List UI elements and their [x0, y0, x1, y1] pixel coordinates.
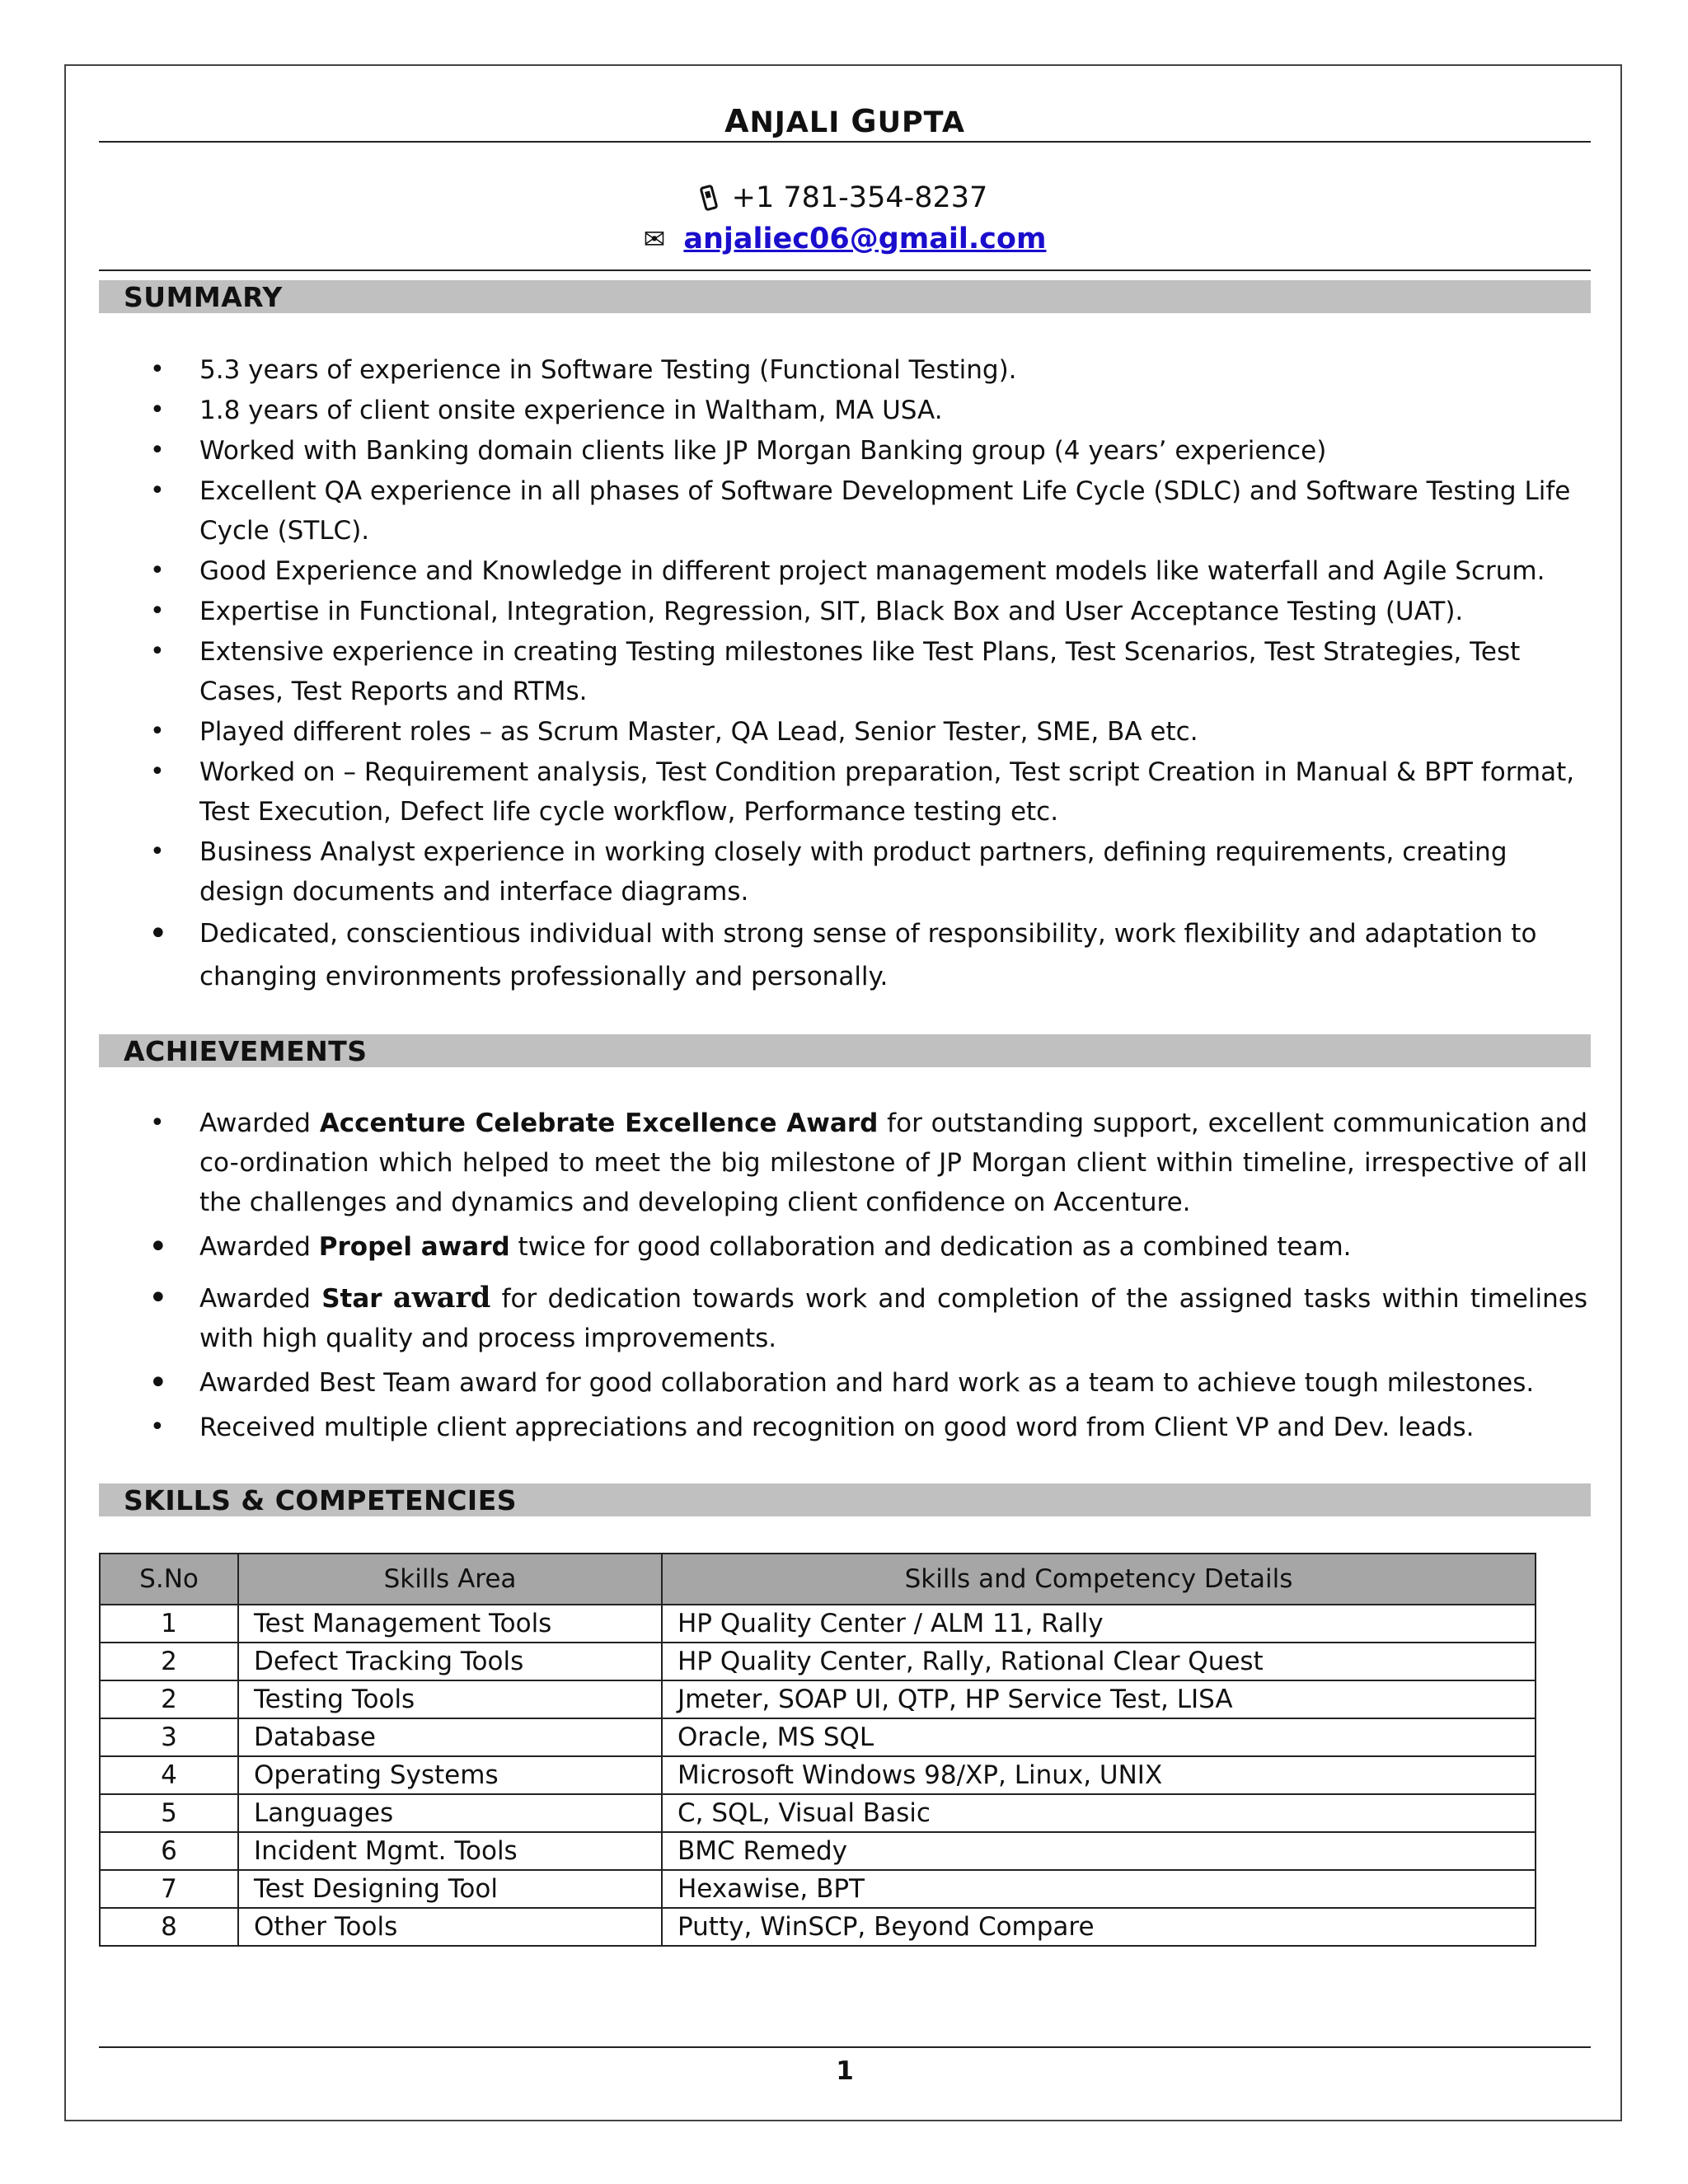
table-row: 4 Operating Systems Microsoft Windows 98/XP, Linux, UNIX: [100, 1756, 1536, 1794]
table-row: 7 Test Designing Tool Hexawise, BPT: [100, 1870, 1536, 1908]
table-row: 3 Database Oracle, MS SQL: [100, 1718, 1536, 1756]
contact-block: [99, 177, 1591, 260]
summary-header: SUMMARY: [99, 280, 1591, 313]
list-item: • Business Analyst experience in working closely with product partners, defining requirements, creating design documents and interface diagrams.: [99, 832, 1591, 912]
list-item: • Dedicated, conscientious individual with strong sense of responsibility, work flexibility and adaptation to changing environments professionally and personally.: [99, 912, 1591, 998]
list-item: • Extensive experience in creating Testing milestones like Test Plans, Test Scenarios, Test Strategies, Test Cases, Test Reports and RTMs.: [99, 632, 1591, 711]
column-header: S.No: [100, 1554, 238, 1605]
page-footer: [99, 2046, 1591, 2086]
table-row: 1 Test Management Tools HP Quality Center / ALM 11, Rally: [100, 1605, 1536, 1643]
list-item: • Good Experience and Knowledge in different project management models like waterfall and Agile Scrum.: [99, 551, 1591, 591]
page-number: 1: [836, 2056, 854, 2086]
list-item: • Expertise in Functional, Integration, Regression, SIT, Black Box and User Acceptance Testing (UAT).: [99, 592, 1591, 631]
phone-number: +1 781-354-8237: [731, 181, 988, 214]
phone-icon: [699, 184, 718, 211]
list-item: • Awarded Star award for dedication towards work and completion of the assigned tasks within timelines with high quality and process improvements.: [99, 1278, 1591, 1358]
table-header-row: [100, 1554, 1536, 1605]
list-item: • Received multiple client appreciations and recognition on good word from Client VP and Dev. leads.: [99, 1408, 1591, 1447]
email-row: [99, 218, 1591, 260]
table-row: 6 Incident Mgmt. Tools BMC Remedy: [100, 1832, 1536, 1870]
list-item: • 1.8 years of client onsite experience in Waltham, MA USA.: [99, 391, 1591, 430]
candidate-name: ANJALI GUPTA: [724, 103, 965, 139]
list-item: • Worked on – Requirement analysis, Test Condition preparation, Test script Creation in Manual & BPT format, Test Execution, Defect life cycle workflow, Performance testing etc.: [99, 752, 1591, 832]
table-row: 2 Defect Tracking Tools HP Quality Center, Rally, Rational Clear Quest: [100, 1643, 1536, 1680]
table-row: 8 Other Tools Putty, WinSCP, Beyond Compare: [100, 1908, 1536, 1946]
achievements-list: [99, 1104, 1591, 1447]
list-item: • 5.3 years of experience in Software Testing (Functional Testing).: [99, 350, 1591, 390]
resume-content: [99, 64, 1591, 1947]
list-item: • Excellent QA experience in all phases of Software Development Life Cycle (SDLC) and Software Testing Life Cycle (STLC).: [99, 471, 1591, 551]
phone-row: [99, 177, 1591, 218]
contact-rule: [99, 269, 1591, 271]
achievements-header: ACHIEVEMENTS: [99, 1034, 1591, 1067]
table-row: 2 Testing Tools Jmeter, SOAP UI, QTP, HP Service Test, LISA: [100, 1680, 1536, 1718]
email-link[interactable]: anjaliec06@gmail.com: [683, 223, 1047, 255]
list-item: • Worked with Banking domain clients like JP Morgan Banking group (4 years’ experience): [99, 431, 1591, 471]
column-header: Skills Area: [238, 1554, 662, 1605]
list-item: • Awarded Best Team award for good collaboration and hard work as a team to achieve tough milestones.: [99, 1363, 1591, 1403]
table-row: 5 Languages C, SQL, Visual Basic: [100, 1794, 1536, 1832]
skills-header: SKILLS & COMPETENCIES: [99, 1483, 1591, 1516]
list-item: • Awarded Accenture Celebrate Excellence Award for outstanding support, excellent communication and co-ordination which helped to meet the big milestone of JP Morgan client within timeline, irrespective of all the challenges and dynamics and developing client confidence on Accenture.: [99, 1104, 1591, 1222]
summary-list: [99, 350, 1591, 998]
envelope-icon: ✉: [643, 223, 666, 255]
skills-table: [99, 1553, 1536, 1947]
list-item: • Played different roles – as Scrum Master, QA Lead, Senior Tester, SME, BA etc.: [99, 712, 1591, 752]
footer-rule: [99, 2046, 1591, 2048]
list-item: • Awarded Propel award twice for good collaboration and dedication as a combined team.: [99, 1227, 1591, 1267]
column-header: Skills and Competency Details: [662, 1554, 1536, 1605]
